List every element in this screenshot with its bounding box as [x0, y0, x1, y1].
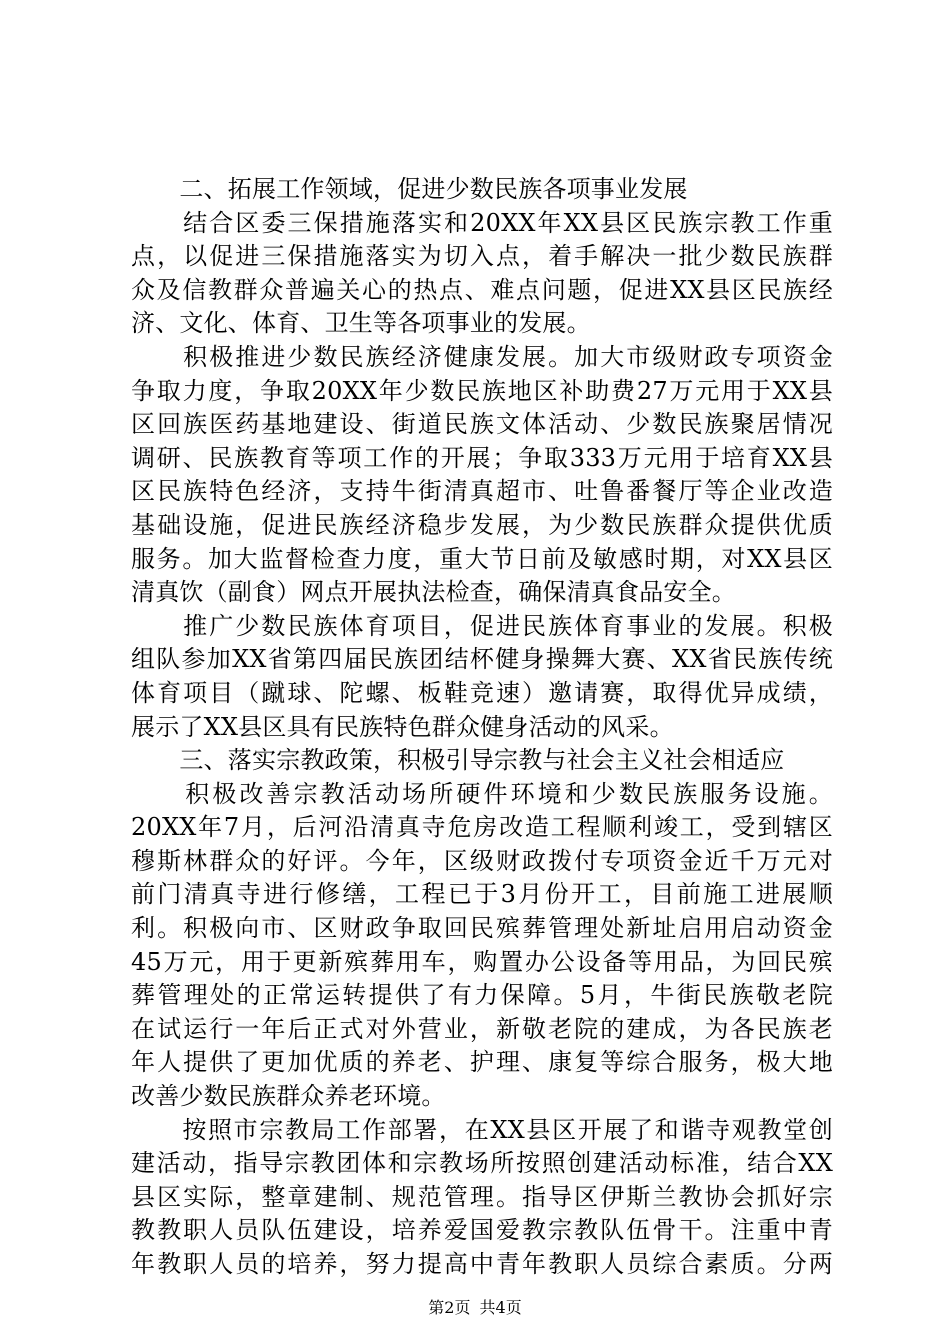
text-line: 积极推进少数民族经济健康发展。加大市级财政专项资金	[131, 342, 833, 371]
text-line: 众及信教群众普遍关心的热点、难点问题，促进XX县区民族经	[131, 275, 833, 304]
text-line: 年人提供了更加优质的养老、护理、康复等综合服务，极大地	[131, 1048, 833, 1077]
text-line: 清真饮（副食）网点开展执法检查，确保清真食品安全。	[131, 578, 736, 607]
text-line: 组队参加XX省第四届民族团结杯健身操舞大赛、XX省民族传统	[131, 645, 833, 674]
text-line: 体育项目（蹴球、陀螺、板鞋竞速）邀请赛，取得优异成绩，	[131, 678, 833, 707]
text-line: 前门清真寺进行修缮，工程已于3月份开工，目前施工进展顺	[131, 880, 833, 909]
text-line: 服务。加大监督检查力度，重大节日前及敏感时期，对XX县区	[131, 544, 833, 573]
text-line: 在试运行一年后正式对外营业，新敬老院的建成，为各民族老	[131, 1014, 833, 1043]
text-line: 调研、民族教育等项工作的开展；争取333万元用于培育XX县	[131, 443, 833, 472]
text-line: 按照市宗教局工作部署，在XX县区开展了和谐寺观教堂创	[131, 1115, 833, 1144]
text-line: 教教职人员队伍建设，培养爱国爱教宗教队伍骨干。注重中青	[131, 1216, 833, 1245]
text-line: 穆斯林群众的好评。今年，区级财政拨付专项资金近千万元对	[131, 846, 833, 875]
text-line: 二、拓展工作领域，促进少数民族各项事业发展	[131, 175, 688, 203]
text-line: 45万元，用于更新殡葬用车，购置办公设备等用品，为回民殡	[131, 947, 833, 976]
text-line: 推广少数民族体育项目，促进民族体育事业的发展。积极	[131, 611, 833, 640]
text-line: 葬管理处的正常运转提供了有力保障。5月，牛街民族敬老院	[131, 981, 833, 1010]
text-line: 济、文化、体育、卫生等各项事业的发展。	[131, 309, 591, 338]
text-line: 20XX年7月，后河沿清真寺危房改造工程顺利竣工，受到辖区	[131, 813, 833, 842]
text-line: 展示了XX县区具有民族特色群众健身活动的风采。	[131, 712, 674, 741]
text-line: 结合区委三保措施落实和20XX年XX县区民族宗教工作重	[131, 208, 833, 237]
text-line: 建活动，指导宗教团体和宗教场所按照创建活动标准，结合XX	[131, 1149, 833, 1178]
text-line: 县区实际，整章建制、规范管理。指导区伊斯兰教协会抓好宗	[131, 1182, 833, 1211]
text-line: 区民族特色经济，支持牛街清真超市、吐鲁番餐厅等企业改造	[131, 477, 833, 506]
page-footer	[0, 1298, 950, 1318]
text-line: 基础设施，促进民族经济稳步发展，为少数民族群众提供优质	[131, 510, 833, 539]
text-line: 区回族医药基地建设、街道民族文体活动、少数民族聚居情况	[131, 410, 833, 439]
text-line: 争取力度，争取20XX年少数民族地区补助费27万元用于XX县	[131, 376, 833, 405]
text-line: 年教职人员的培养，努力提高中青年教职人员综合素质。分两	[131, 1250, 833, 1278]
text-line: 三、落实宗教政策，积极引导宗教与社会主义社会相适应	[131, 746, 785, 775]
document-body	[131, 173, 833, 1282]
page-number: 第2页	[428, 1298, 471, 1317]
text-line: 利。积极向市、区财政争取回民殡葬管理处新址启用启动资金	[131, 914, 833, 943]
text-line: 改善少数民族群众养老环境。	[131, 1082, 446, 1111]
text-line: 积极改善宗教活动场所硬件环境和少数民族服务设施。	[131, 779, 833, 808]
text-line: 点，以促进三保措施落实为切入点，着手解决一批少数民族群	[131, 242, 833, 271]
page-total: 共4页	[479, 1298, 522, 1317]
